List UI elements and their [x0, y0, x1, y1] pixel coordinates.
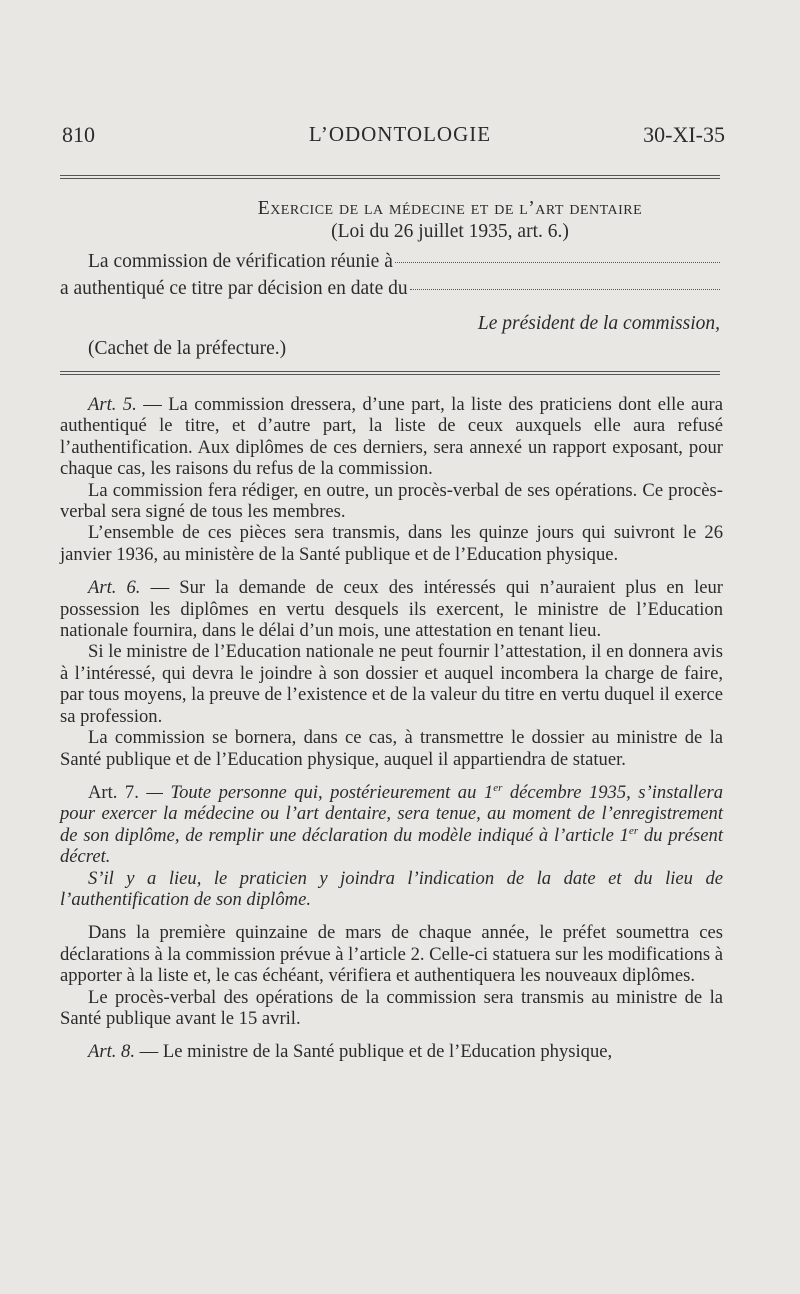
dotted-fill [395, 261, 720, 263]
form-line-decision [60, 278, 720, 300]
art5-paragraph-3: L’ensemble de ces pièces sera transmis, dans les quinze jours qui suivront le 26 janvier 1936, au ministère de la Santé publique et de l’Education physique. [60, 522, 723, 565]
art6-paragraph-1 [60, 577, 723, 641]
art8-label: Art. 8. [88, 1041, 136, 1063]
art7-paragraph-1 [60, 782, 723, 868]
art7-text-1b: décembre 1935, s’installera pour exercer la médecine ou l’art dentaire, sera tenue, au moment de l’enregistrement de son diplôme, de remplir une déclaration du modèle indiqué à l’article 1 [60, 781, 723, 846]
issue-date: 30-XI-35 [643, 122, 725, 147]
top-double-rule [60, 175, 720, 179]
art7-sup: er [493, 781, 503, 794]
form-title: Exercice de la médecine et de l’art dentaire [257, 198, 643, 219]
art8-paragraph-1 [60, 1041, 723, 1062]
dotted-fill [410, 288, 720, 290]
art6-paragraph-3: La commission se bornera, dans ce cas, à transmettre le dossier au ministre de la Santé publique et de l’Education physique, auquel il appartiendra de statuer. [60, 727, 723, 770]
art5-paragraph-1 [60, 394, 723, 480]
art6-text-1: — Sur la demande de ceux des intéressés qui n’auraient plus en leur possession les diplômes en vertu desquels ils exercent, le ministre de l’Education nationale fournira, dans le délai d’un mois, une attestation en tenant lieu. [60, 577, 723, 642]
art6-paragraph-2: Si le ministre de l’Education nationale ne peut fournir l’attestation, il en donnera avis à l’intéressé, qui devra le joindre à son dossier et auquel incombera la charge de faire, par tous moyens, la preuve de l’existence et de la valeur du titre en vertu duquel il exerce sa profession. [60, 641, 723, 727]
art5-label: Art. 5. [88, 394, 137, 415]
art6-label: Art. 6. [88, 577, 141, 599]
journal-title: L’ODONTOLOGIE [308, 122, 492, 146]
art7-label: Art. 7. [88, 781, 139, 803]
art7-paragraph-3: Dans la première quinzaine de mars de chaque année, le préfet soumettra ces déclarations à la commission prévue à l’article 2. Celle-ci statuera sur les modifications à apporter à la liste et, le cas échéant, vérifiera et authentiquera les nouveaux diplômes. [60, 922, 723, 987]
running-header [0, 122, 800, 152]
stamp-line: (Cachet de la préfecture.) [88, 338, 287, 359]
form-line-commission [88, 251, 720, 273]
art5-text-1: — La commission dressera, d’une part, la liste des praticiens dont elle aura authentiqué le titre, et d’autre part, la liste de ceux auxquels elle aura refusé l’authentification. Aux diplômes de ces derniers, sera annexé un rapport exposant, pour chaque cas, les raisons du refus de la commission. [60, 394, 723, 480]
art7-paragraph-4: Le procès-verbal des opérations de la commission sera transmis au ministre de la Santé publique avant le 15 avril. [60, 986, 723, 1029]
art8-text-1: — Le ministre de la Santé publique et de l’Education physique, [139, 1041, 613, 1063]
form-line-decision-text: a authentiqué ce titre par décision en date du [60, 278, 408, 299]
art7-paragraph-2: S’il y a lieu, le praticien y joindra l’indication de la date et du lieu de l’authentification de son diplôme. [60, 867, 723, 910]
bottom-double-rule [60, 371, 720, 375]
form-subtitle: (Loi du 26 juillet 1935, art. 6.) [331, 221, 569, 242]
signature-line: Le président de la commission, [477, 313, 720, 334]
art7-text-1a: — Toute personne qui, postérieurement au 1 [146, 781, 494, 803]
articles-body [60, 394, 723, 1063]
form-line-commission-text: La commission de vérification réunie à [88, 251, 393, 272]
page-number: 810 [62, 122, 95, 147]
art7-sup-2: er [628, 824, 639, 837]
art7-text-1c: du présent décret. [60, 824, 723, 868]
art5-paragraph-2: La commission fera rédiger, en outre, un procès-verbal de ses opérations. Ce procès-verbal sera signé de tous les membres. [60, 479, 723, 523]
